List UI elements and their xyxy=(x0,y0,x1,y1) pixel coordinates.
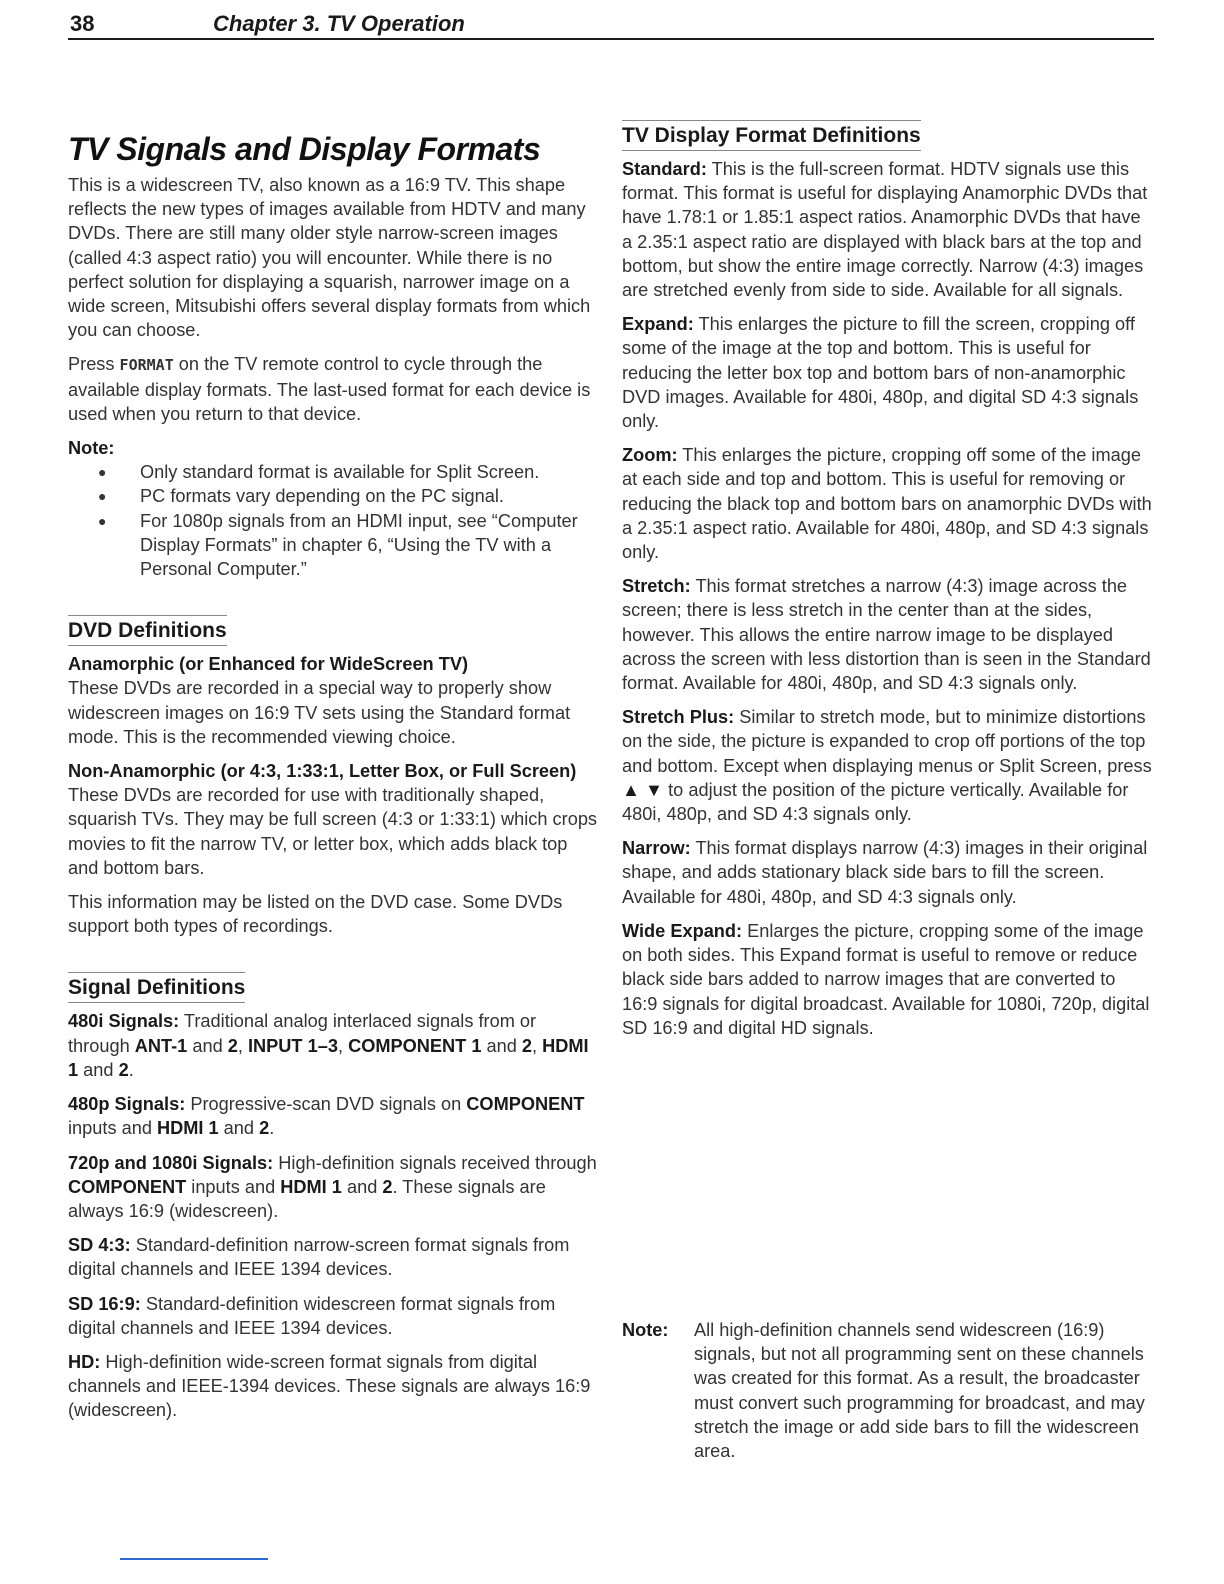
format-text: This is the full-screen format. HDTV signals use this format. This format is useful for displaying Anamorphic DVDs that have 1.78:1 or 1.85:1 aspect ratios. Anamorphic DVDs that have a 2.35:1 aspect ratio are displayed with black bars at the top and bottom, but show the entire image correctly. Narrow (4:3) images are stretched evenly from side to side. Available for all signals. xyxy=(622,159,1148,301)
format-wide-expand xyxy=(622,919,1154,1040)
signal-text: Traditional analog interlaced signals from or through xyxy=(68,1011,537,1056)
bullet-icon: ● xyxy=(98,488,107,505)
signal-sd-4-3 xyxy=(68,1233,598,1281)
input-name: 2 xyxy=(521,1035,533,1056)
dvd-definitions-heading: DVD Definitions xyxy=(68,615,227,646)
note-text: For 1080p signals from an HDMI input, see “Computer Display Formats” in chapter 6, “Using the TV with a Personal Computer.” xyxy=(140,510,578,580)
non-anamorphic-heading: Non-Anamorphic (or 4:3, 1:33:1, Letter Box, or Full Screen) xyxy=(68,761,577,782)
dvd-info-paragraph: This information may be listed on the DVD case. Some DVDs support both types of recordings. xyxy=(68,892,563,937)
note-label: Note: xyxy=(68,438,115,459)
right-column xyxy=(622,120,1154,1050)
signal-text: High-definition signals received through xyxy=(273,1152,597,1173)
signal-hd xyxy=(68,1350,598,1423)
format-paragraph xyxy=(68,352,598,426)
input-name: 2 xyxy=(259,1118,270,1139)
format-stretch xyxy=(622,574,1154,695)
page-title: TV Signals and Display Formats xyxy=(68,131,541,167)
signal-text: Progressive-scan DVD signals on xyxy=(185,1094,467,1115)
display-format-definitions-heading: TV Display Format Definitions xyxy=(622,120,921,151)
signal-text: inputs and xyxy=(68,1118,157,1139)
signal-text: , xyxy=(237,1035,248,1056)
signal-720p-1080i xyxy=(68,1151,598,1224)
signal-text: inputs and xyxy=(186,1176,281,1197)
format-text: This enlarges the picture, cropping off some of the image at each side and top and bottom. This is useful for removing or reducing the black top and bottom bars on anamorphic DVDs with a 2.35:1 aspect ratio. Available for 480i, 480p, and SD 4:3 signals only. xyxy=(622,445,1152,563)
format-standard xyxy=(622,157,1154,302)
page-header xyxy=(68,8,1154,40)
list-item xyxy=(68,484,598,508)
input-name: 2 xyxy=(227,1035,238,1056)
format-text: Enlarges the picture, cropping some of the image on both sides. This Expand format is useful to remove or reduce black side bars added to narrow images that are converted to 16:9 signals for digital broadcast. Available for 1080i, 720p, digital SD 16:9 and digital HD signals. xyxy=(622,920,1150,1038)
signal-text: and xyxy=(78,1059,119,1080)
bullet-icon: ● xyxy=(98,512,107,529)
format-text: This format displays narrow (4:3) images in their original shape, and adds stationary black side bars to fill the screen. Available for 480i, 480p, and SD 4:3 signals only. xyxy=(622,838,1148,907)
format-text-after: on the TV remote control to cycle through the available display formats. The last-used format for each device is used when you return to that device. xyxy=(68,354,591,424)
note-text: PC formats vary depending on the PC signal. xyxy=(140,486,504,507)
anamorphic-heading: Anamorphic (or Enhanced for WideScreen TV) xyxy=(68,654,469,675)
up-down-arrow-icon: ▲ ▼ xyxy=(622,779,664,800)
signal-label: 480i Signals: xyxy=(68,1011,180,1032)
signal-text: . These signals are always 16:9 (widescreen). xyxy=(68,1176,546,1221)
anamorphic-body: These DVDs are recorded in a special way to properly show widescreen images on 16:9 TV sets using the Standard format mode. This is the recommended viewing choice. xyxy=(68,678,571,747)
input-name: COMPONENT xyxy=(68,1176,187,1197)
format-text-before: Press xyxy=(68,354,120,375)
format-key: FORMAT xyxy=(119,356,174,375)
input-name: 2 xyxy=(118,1059,129,1080)
list-item xyxy=(68,460,598,484)
input-name: HDMI 1 xyxy=(280,1176,342,1197)
intro-paragraph: This is a widescreen TV, also known as a 16:9 TV. This shape reflects the new types of images available from HDTV and many DVDs. There are still many older style narrow-screen images (called 4:3 aspect ratio) you will encounter. While there is no perfect solution for displaying a squarish, narrower image on a wide screen, Mitsubishi offers several display formats from which you can choose. xyxy=(68,175,591,341)
format-label: Narrow: xyxy=(622,838,691,859)
signal-definitions-heading: Signal Definitions xyxy=(68,972,245,1003)
input-name: HDMI 1 xyxy=(68,1035,589,1080)
signal-480p xyxy=(68,1092,598,1140)
input-name: 2 xyxy=(382,1176,393,1197)
list-item xyxy=(68,509,598,582)
signal-label: SD 16:9: xyxy=(68,1293,141,1314)
signal-label: 480p Signals: xyxy=(68,1094,186,1115)
chapter-title: Chapter 3. TV Operation xyxy=(213,11,465,36)
input-name: COMPONENT 1 xyxy=(348,1035,482,1056)
format-label: Standard: xyxy=(622,159,707,179)
format-label: Stretch: xyxy=(622,576,691,597)
format-label: Stretch Plus: xyxy=(622,707,735,728)
footer-line xyxy=(120,1558,268,1560)
note-list xyxy=(68,460,598,581)
signal-label: HD: xyxy=(68,1351,101,1372)
format-text: Similar to stretch mode, but to minimize distortions on the side, the picture is expanded to crop off portions of the top and bottom. Except when displaying menus or Split Screen, press xyxy=(622,707,1152,776)
format-text: This enlarges the picture to fill the screen, cropping off some of the image at the top and bottom. This is useful for reducing the letter box top and bottom bars of non-anamorphic DVD images. Available for 480i, 480p, and digital SD 4:3 signals only. xyxy=(622,314,1139,432)
bottom-note xyxy=(622,1318,1154,1473)
format-expand xyxy=(622,312,1154,433)
signal-text: , xyxy=(532,1035,543,1056)
input-name: ANT-1 xyxy=(134,1035,188,1056)
format-text: This format stretches a narrow (4:3) image across the screen; there is less stretch in the center than at the sides, however. This allows the entire narrow image to be displayed across the screen with less distortion than is seen in the Standard format. Available for 480i, 480p, and SD 4:3 signals only. xyxy=(622,576,1151,694)
bottom-note-label: Note: xyxy=(622,1320,669,1340)
signal-480i xyxy=(68,1009,598,1082)
format-narrow xyxy=(622,836,1154,909)
format-label: Wide Expand: xyxy=(622,920,743,941)
non-anamorphic-body: These DVDs are recorded for use with traditionally shaped, squarish TVs. They may be full screen (4:3 or 1:33:1) which crops movies to fit the narrow TV, or letter box, which adds black top and bottom bars. xyxy=(68,785,598,878)
bullet-icon: ● xyxy=(98,464,107,481)
format-label: Expand: xyxy=(622,314,694,335)
signal-text: , xyxy=(337,1035,349,1056)
bottom-note-text: All high-definition channels send widescreen (16:9) signals, but not all programming sent on these channels was created for this format. As a result, the broadcaster must convert such programming for broadcast, and may stretch the image or add side bars to fill the widescreen area. xyxy=(694,1320,1145,1462)
signal-text: Standard-definition widescreen format signals from digital channels and IEEE 1394 devices. xyxy=(68,1293,556,1338)
signal-text: . xyxy=(128,1059,134,1080)
signal-text: High-definition wide-screen format signals from digital channels and IEEE-1394 devices. These signals are always 16:9 (widescreen). xyxy=(68,1351,591,1421)
signal-text: and xyxy=(481,1035,522,1056)
left-column xyxy=(68,120,598,1433)
signal-text: and xyxy=(187,1035,228,1056)
signal-text: . xyxy=(269,1118,275,1139)
input-name: COMPONENT xyxy=(466,1094,585,1115)
signal-label: SD 4:3: xyxy=(68,1235,131,1256)
signal-label: 720p and 1080i Signals: xyxy=(68,1152,274,1173)
input-name: INPUT 1–3 xyxy=(247,1035,338,1056)
signal-sd-16-9 xyxy=(68,1292,598,1340)
format-zoom xyxy=(622,443,1154,564)
signal-text: and xyxy=(341,1176,383,1197)
format-stretch-plus xyxy=(622,705,1154,826)
format-label: Zoom: xyxy=(622,445,678,466)
page-number: 38 xyxy=(70,11,95,36)
signal-text: Standard-definition narrow-screen format signals from digital channels and IEEE 1394 devices. xyxy=(68,1235,570,1280)
format-text: to adjust the position of the picture vertically. Available for 480i, 480p, and SD 4:3 signals only. xyxy=(622,779,1129,825)
note-text: Only standard format is available for Split Screen. xyxy=(140,462,540,483)
input-name: HDMI 1 xyxy=(156,1118,219,1139)
signal-text: and xyxy=(218,1118,260,1139)
